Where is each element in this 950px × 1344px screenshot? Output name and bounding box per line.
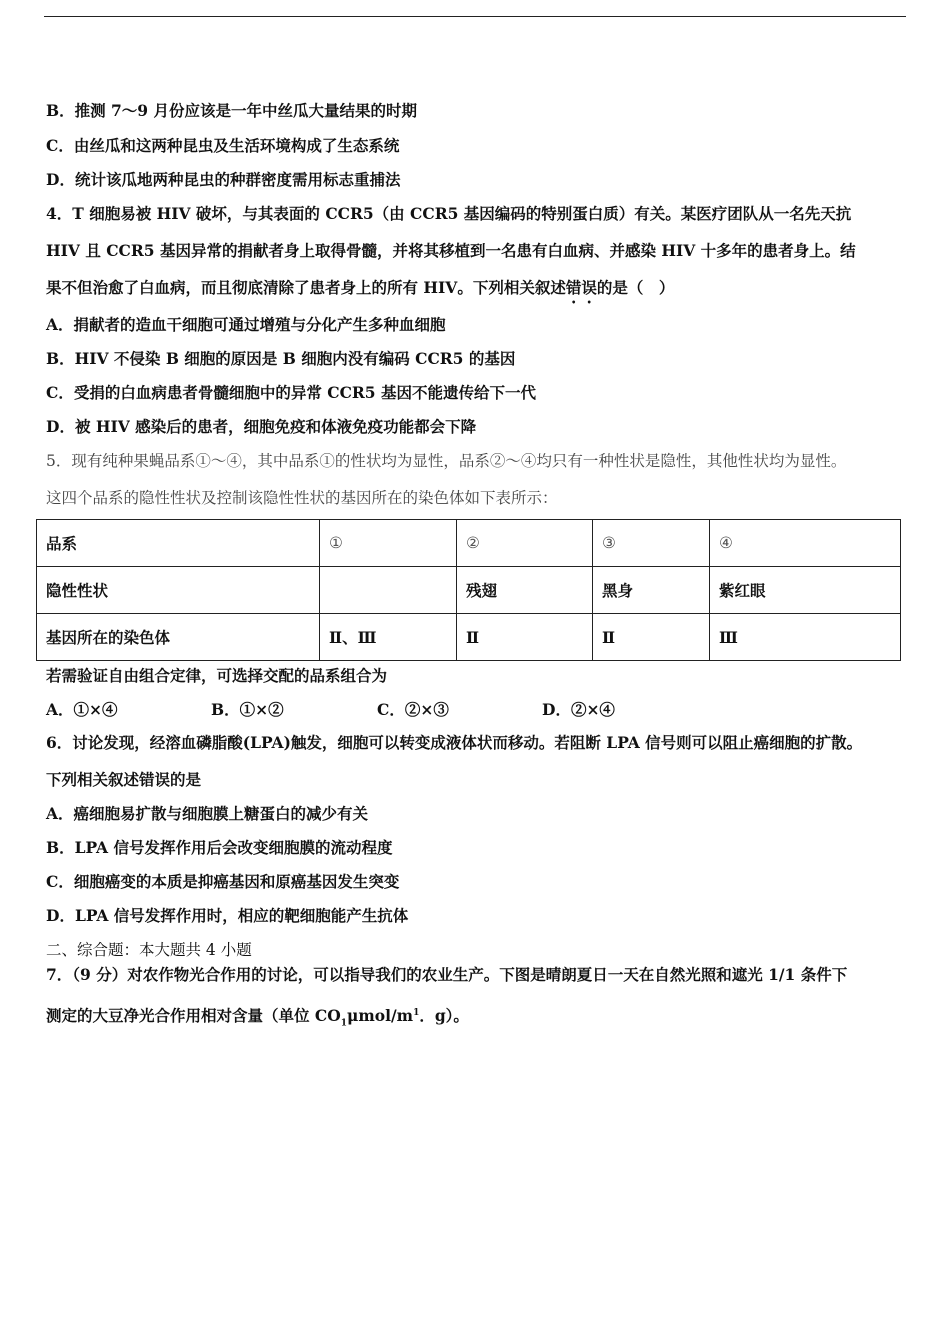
- q4-stem-line1: 4．T 细胞易被 HIV 破坏，与其表面的 CCR5（由 CCR5 基因编码的特别蛋白质）有关。某医疗团队从一名先天抗: [46, 204, 852, 223]
- q3-option-c: C．由丝瓜和这两种昆虫及生活环境构成了生态系统: [46, 136, 400, 155]
- q4-option-b: B．HIV 不侵染 B 细胞的原因是 B 细胞内没有编码 CCR5 的基因: [46, 349, 516, 368]
- header-rule: [44, 16, 906, 17]
- table-row: [37, 520, 901, 567]
- q6-option-a: A．癌细胞易扩散与细胞膜上糖蛋白的减少有关: [46, 804, 369, 823]
- q6-option-c: C．细胞癌变的本质是抑癌基因和原癌基因发生突变: [46, 872, 400, 891]
- table-cell: ③: [593, 520, 710, 567]
- table-cell: ④: [710, 520, 901, 567]
- q5-option-d: D．②×④: [542, 700, 615, 719]
- table-cell: 隐性性状: [37, 567, 320, 614]
- q6-stem-line1: 6．讨论发现，经溶血磷脂酸(LPA)触发，细胞可以转变成液体状而移动。若阻断 LPA 信号则可以阻止癌细胞的扩散。: [46, 733, 863, 752]
- table-cell: Ⅱ: [593, 614, 710, 661]
- table-cell: 黑身: [593, 567, 710, 614]
- section-heading: 二、综合题：本大题共 4 小题: [46, 941, 252, 959]
- table-cell: Ⅲ: [710, 614, 901, 661]
- table-row: [37, 567, 901, 614]
- strain-table: [36, 519, 901, 661]
- q4-stem-line2: HIV 且 CCR5 基因异常的捐献者身上取得骨髓，并将其移植到一名患有白血病、并感染 HIV 十多年的患者身上。结: [46, 241, 856, 260]
- q5-option-a: A．①×④: [46, 700, 118, 719]
- table-row: [37, 614, 901, 661]
- q3-option-b: B．推测 7～9 月份应该是一年中丝瓜大量结果的时期: [46, 101, 417, 120]
- q5-options: [0, 698, 950, 720]
- q4-stem-line3: 果不但治愈了白血病，而且彻底清除了患者身上的所有 HIV。下列相关叙述错误的是（ ）: [46, 278, 675, 297]
- q4-option-c: C．受捐的白血病患者骨髓细胞中的异常 CCR5 基因不能遗传给下一代: [46, 383, 536, 402]
- table-cell: 基因所在的染色体: [37, 614, 320, 661]
- q5-stem-line1: 5．现有纯种果蝇品系①～④，其中品系①的性状均为显性，品系②～④均只有一种性状是隐性，其他性状均为显性。: [46, 452, 847, 470]
- table-cell: [320, 567, 457, 614]
- q7-stem-line1: 7．（9 分）对农作物光合作用的讨论，可以指导我们的农业生产。下图是晴朗夏日一天在自然光照和遮光 1/1 条件下: [46, 965, 848, 984]
- q5-question: 若需验证自由组合定律，可选择交配的品系组合为: [46, 666, 388, 685]
- table-cell: Ⅱ: [457, 614, 593, 661]
- q5-option-c: C．②×③: [377, 700, 449, 719]
- table-cell: 品系: [37, 520, 320, 567]
- q3-option-d: D．统计该瓜地两种昆虫的种群密度需用标志重捕法: [46, 170, 401, 189]
- q6-option-d: D．LPA 信号发挥作用时，相应的靶细胞能产生抗体: [46, 906, 409, 925]
- q5-option-b: B．①×②: [211, 700, 284, 719]
- q6-option-b: B．LPA 信号发挥作用后会改变细胞膜的流动程度: [46, 838, 393, 857]
- emphasis-wrong: 错误: [565, 278, 597, 297]
- table-cell: Ⅱ、Ⅲ: [320, 614, 457, 661]
- q4-option-d: D．被 HIV 感染后的患者，细胞免疫和体液免疫功能都会下降: [46, 417, 477, 436]
- table-cell: 残翅: [457, 567, 593, 614]
- q6-stem-line2: 下列相关叙述错误的是: [46, 770, 202, 789]
- table-cell: 紫红眼: [710, 567, 901, 614]
- q4-option-a: A．捐献者的造血干细胞可通过增殖与分化产生多种血细胞: [46, 315, 446, 334]
- table-cell: ②: [457, 520, 593, 567]
- q5-stem-line2: 这四个品系的隐性性状及控制该隐性性状的基因所在的染色体如下表所示：: [46, 489, 558, 507]
- table-cell: ①: [320, 520, 457, 567]
- q7-stem-line2: 测定的大豆净光合作用相对含量（单位 $CO_1\mu mol/m^1$．g）。: [46, 1006, 469, 1029]
